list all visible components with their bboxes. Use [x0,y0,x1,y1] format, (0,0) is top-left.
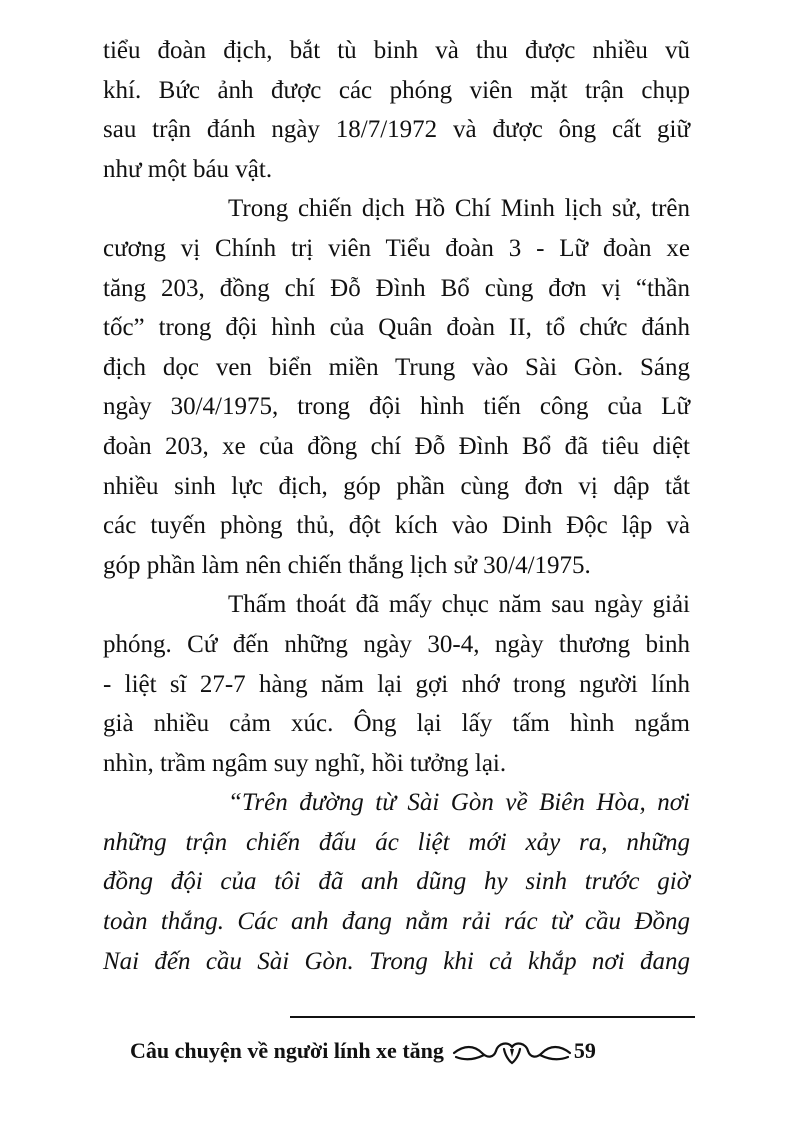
text-line: tốc” trong đội hình của Quân đoàn II, tổ chức đánh [103,314,690,342]
flourish-ornament-icon [452,1037,572,1065]
page-number: 59 [573,1038,596,1063]
text-line: - liệt sĩ 27-7 hàng năm lại gợi nhớ trong người lính [103,670,690,698]
text-line: như một báu vật. [103,155,273,183]
text-line: sau trận đánh ngày 18/7/1972 và được ông cất giữ [103,116,690,144]
page-footer [130,1033,695,1069]
text-line: Trong chiến dịch Hồ Chí Minh lịch sử, trên [228,195,690,223]
body-text [103,31,690,981]
text-line: đoàn 203, xe của đồng chí Đỗ Đình Bổ đã tiêu diệt [103,432,690,460]
text-line: khí. Bức ảnh được các phóng viên mặt trận chụp [103,76,690,104]
quote-line: Nai đến cầu Sài Gòn. Trong khi cả khắp nơi đang [103,947,690,975]
quote-line: những trận chiến đấu ác liệt mới xảy ra, những [103,828,690,856]
text-line: tăng 203, đồng chí Đỗ Đình Bổ cùng đơn vị “thần [103,274,690,302]
footer-rule [290,1016,695,1018]
text-line: tiểu đoàn địch, bắt tù binh và thu được nhiều vũ [103,37,690,64]
quote-line: “Trên đường từ Sài Gòn về Biên Hòa, nơi [228,789,690,817]
text-line: nhìn, trầm ngâm suy nghĩ, hồi tưởng lại. [103,749,507,777]
quote-line: đồng đội của tôi đã anh dũng hy sinh trước giờ [103,868,690,896]
text-line: góp phần làm nên chiến thắng lịch sử 30/4/1975. [103,551,591,579]
text-line: già nhiều cảm xúc. Ông lại lấy tấm hình ngắm [103,710,690,738]
text-line: cương vị Chính trị viên Tiểu đoàn 3 - Lữ đoàn xe [103,234,690,262]
text-line: phóng. Cứ đến những ngày 30-4, ngày thương binh [103,630,690,658]
text-line: các tuyến phòng thủ, đột kích vào Dinh Độc lập và [103,512,690,540]
running-title: Câu chuyện về người lính xe tăng [130,1038,444,1063]
text-line: địch dọc ven biển miền Trung vào Sài Gòn. Sáng [103,353,690,381]
text-line: nhiều sinh lực địch, góp phần cùng đơn vị dập tắt [103,472,690,500]
text-line: ngày 30/4/1975, trong đội hình tiến công của Lữ [103,393,690,421]
quote-line: toàn thắng. Các anh đang nằm rải rác từ cầu Đồng [103,908,690,936]
text-line: Thấm thoát đã mấy chục năm sau ngày giải [228,591,690,619]
